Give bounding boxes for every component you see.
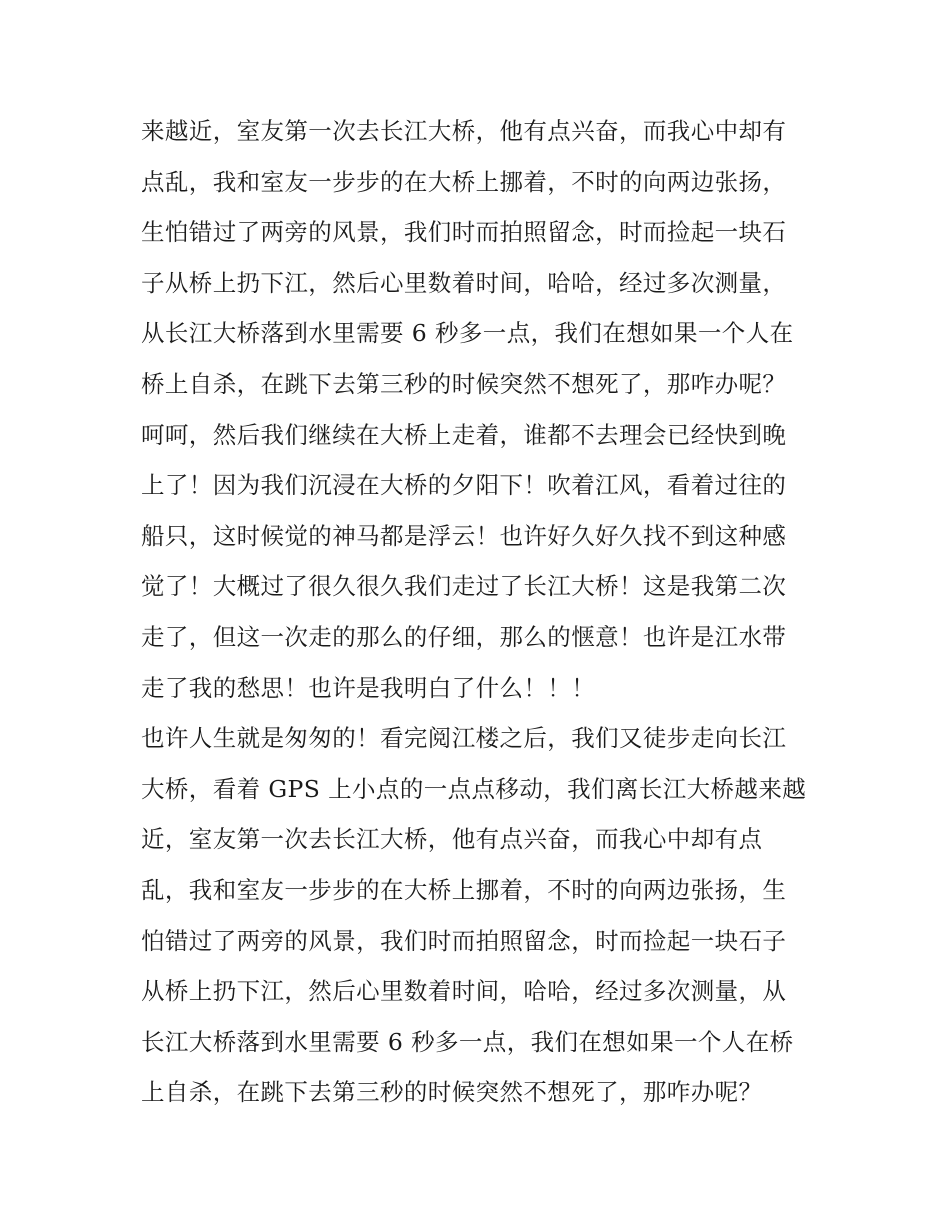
text-line: 上自杀，在跳下去第三秒的时候突然不想死了，那咋办呢？ [141,1078,763,1107]
text-line: 乱，我和室友一步步的在大桥上挪着，不时的向两边张扬，生 [141,875,787,904]
text-line: 长江大桥落到水里需要 6 秒多一点，我们在想如果一个人在桥 [141,1027,794,1056]
text-line: 上了！因为我们沉浸在大桥的夕阳下！吹着江风，看着过往的 [141,471,787,500]
text-line: 船只，这时候觉的神马都是浮云！也许好久好久找不到这种感 [141,521,787,550]
text-line: 生怕错过了两旁的风景，我们时而拍照留念，时而捡起一块石 [141,218,787,247]
text-line: 呵呵，然后我们继续在大桥上走着，谁都不去理会已经快到晚 [141,420,787,449]
text-line: 也许人生就是匆匆的！看完阅江楼之后，我们又徒步走向长江 [141,724,787,753]
text-line: 来越近，室友第一次去长江大桥，他有点兴奋，而我心中却有 [141,117,787,145]
text-line: 大桥，看着 GPS 上小点的一点点移动，我们离长江大桥越来越 [141,774,807,803]
text-line: 桥上自杀，在跳下去第三秒的时候突然不想死了，那咋办呢？ [141,369,787,398]
text-line: 从桥上扔下江，然后心里数着时间，哈哈，经过多次测量，从 [141,977,787,1006]
text-line: 觉了！大概过了很久很久我们走过了长江大桥！这是我第二次 [141,572,787,601]
text-line: 近，室友第一次去长江大桥，他有点兴奋，而我心中却有点 [141,825,763,854]
text-line: 走了，但这一次走的那么的仔细，那么的惬意！也许是江水带 [141,622,787,651]
text-line: 子从桥上扔下江，然后心里数着时间，哈哈，经过多次测量， [141,268,787,297]
body-text [141,106,821,1118]
text-line: 走了我的愁思！也许是我明白了什么！！！ [141,673,596,702]
text-line: 点乱，我和室友一步步的在大桥上挪着，不时的向两边张扬， [141,167,787,196]
text-line: 怕错过了两旁的风景，我们时而拍照留念，时而捡起一块石子 [141,926,787,955]
text-line: 从长江大桥落到水里需要 6 秒多一点，我们在想如果一个人在 [141,319,794,348]
